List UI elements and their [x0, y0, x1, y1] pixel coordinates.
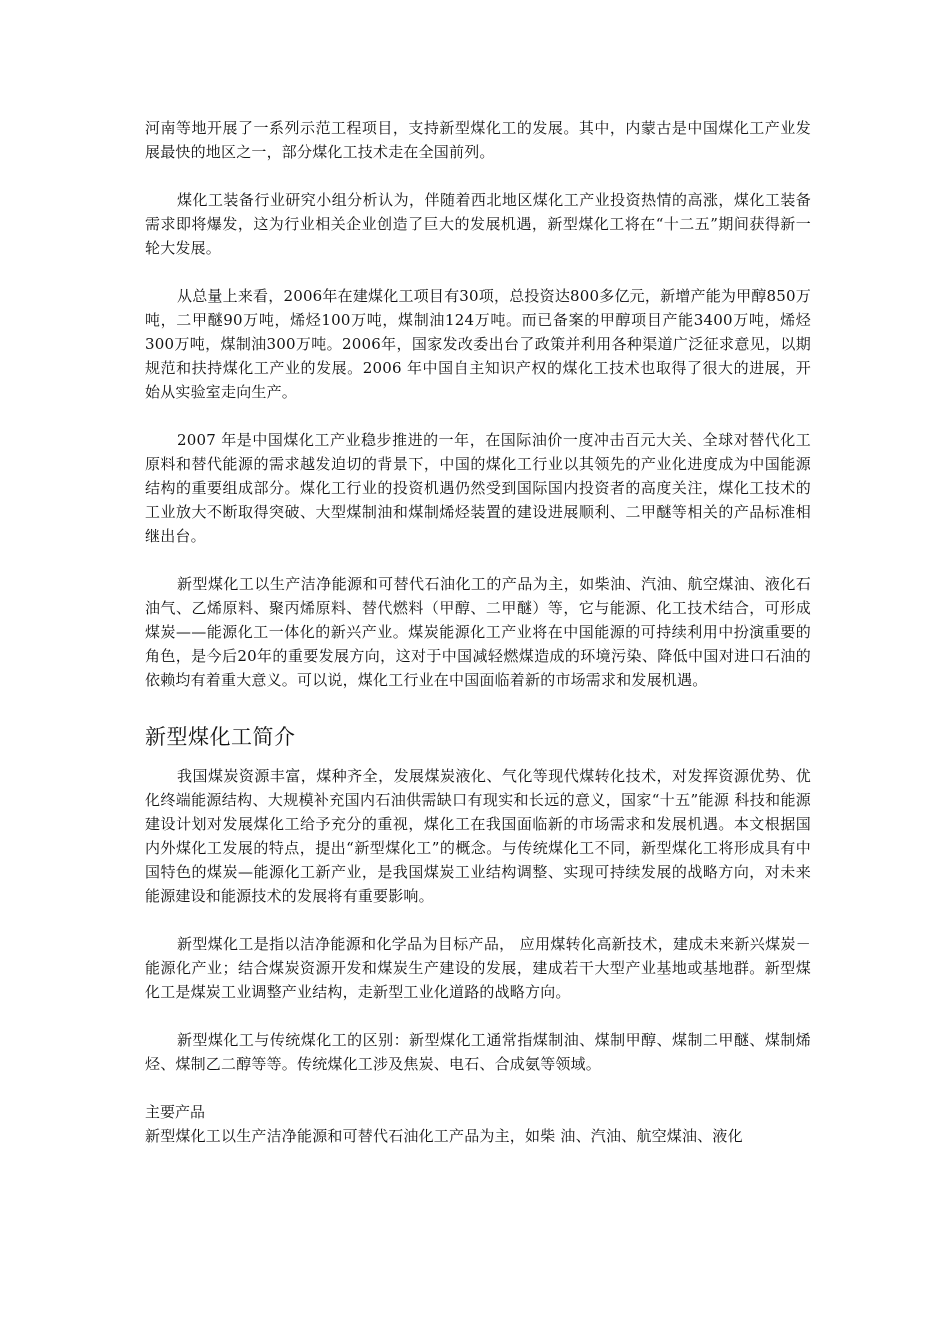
paragraph-2007-overview: 2007 年是中国煤化工产业稳步推进的一年，在国际油价一度冲击百元大关、全球对替代化工原料和替代能源的需求越发迫切的背景下，中国的煤化工行业以其领先的产业化进度成为中国能源结构的重要组成部分。煤化工行业的投资机遇仍然受到国际国内投资者的高度关注，煤化工技术的工业放大不断取得突破、大型煤制油和煤制烯烃装置的建设进展顺利、二甲醚等相关的产品标准相继出台。 [145, 431, 811, 545]
paragraph-equipment-analysis: 煤化工装备行业研究小组分析认为，伴随着西北地区煤化工产业投资热情的高涨，煤化工装备需求即将爆发，这为行业相关企业创造了巨大的发展机遇，新型煤化工将在“十二五”期间获得新一轮大发展。 [145, 191, 811, 257]
paragraph-difference: 新型煤化工与传统煤化工的区别：新型煤化工通常指煤制油、煤制甲醇、煤制二甲醚、煤制烯烃、煤制乙二醇等等。传统煤化工涉及焦炭、电石、合成氨等领域。 [145, 1031, 811, 1073]
paragraph-continuation: 河南等地开展了一系列示范工程项目，支持新型煤化工的发展。其中，内蒙古是中国煤化工产业发展最快的地区之一，部分煤化工技术走在全国前列。 [145, 119, 811, 161]
paragraph-definition: 新型煤化工是指以洁净能源和化学品为目标产品， 应用煤转化高新技术，建成未来新兴煤炭－能源化产业；结合煤炭资源开发和煤炭生产建设的发展，建成若干大型产业基地或基地群。新型煤化工是煤炭工业调整产业结构，走新型工业化道路的战略方向。 [145, 935, 811, 1001]
document-page [145, 116, 811, 1148]
paragraph-2006-overview: 从总量上来看，2006年在建煤化工项目有30项，总投资达800多亿元，新增产能为甲醇850万吨，二甲醚90万吨，烯烃100万吨，煤制油124万吨。而已备案的甲醇项目产能3400万吨，烯烃300万吨，煤制油300万吨。2006年，国家发改委出台了政策并利用各种渠道广泛征求意见，以期规范和扶持煤化工产业的发展。2006 年中国自主知识产权的煤化工技术也取得了很大的进展，开始从实验室走向生产。 [145, 287, 811, 401]
section-title: 新型煤化工简介 [145, 725, 296, 749]
paragraph-new-coal-chemical: 新型煤化工以生产洁净能源和可替代石油化工的产品为主，如柴油、汽油、航空煤油、液化石油气、乙烯原料、聚丙烯原料、替代燃料（甲醇、二甲醚）等，它与能源、化工技术结合，可形成煤炭——能源化工一体化的新兴产业。煤炭能源化工产业将在中国能源的可持续利用中扮演重要的角色，是今后20年的重要发展方向，这对于中国减轻燃煤造成的环境污染、降低中国对进口石油的依赖均有着重大意义。可以说，煤化工行业在中国面临着新的市场需求和发展机遇。 [145, 575, 811, 689]
paragraph-main-products: 新型煤化工以生产洁净能源和可替代石油化工产品为主，如柴 油、汽油、航空煤油、液化 [145, 1127, 743, 1145]
subheading-main-products: 主要产品 [145, 1103, 206, 1121]
paragraph-intro-resources: 我国煤炭资源丰富，煤种齐全，发展煤炭液化、气化等现代煤转化技术，对发挥资源优势、优化终端能源结构、大规模补充国内石油供需缺口有现实和长远的意义，国家“十五”能源 科技和能源建设计划对发展煤化工给予充分的重视，煤化工在我国面临新的市场需求和发展机遇。本文根据国内外煤化工发展的特点，提出“新型煤化工”的概念。与传统煤化工不同，新型煤化工将形成具有中国特色的煤炭—能源化工新产业，是我国煤炭工业结构调整、实现可持续发展的战略方向，对未来能源建设和能源技术的发展将有重要影响。 [145, 767, 811, 905]
